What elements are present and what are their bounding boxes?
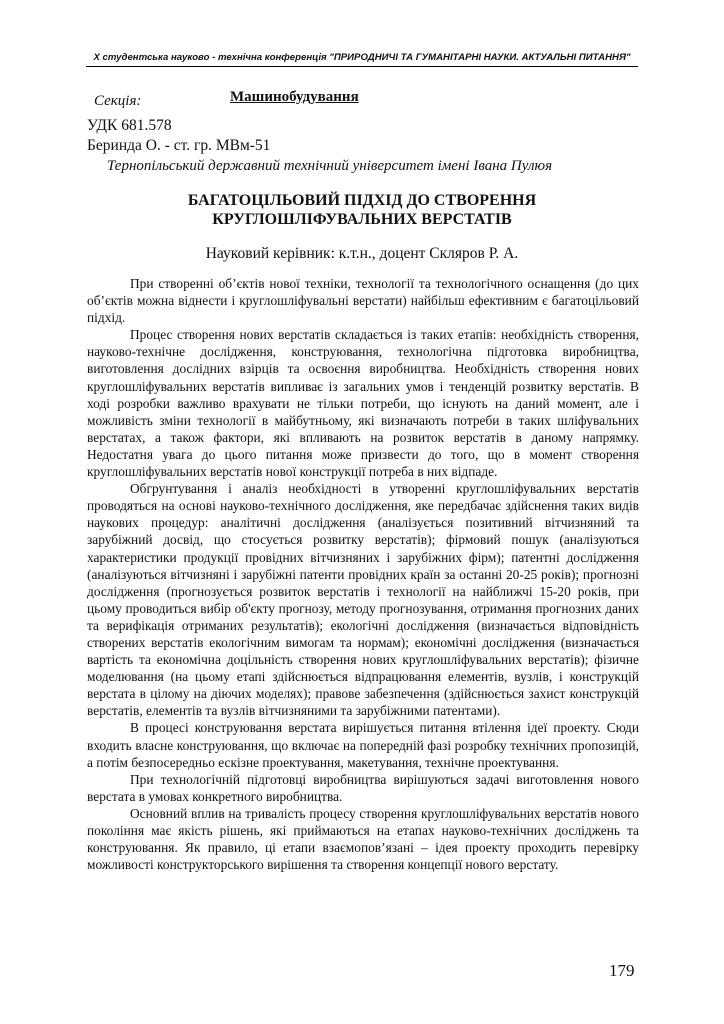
conference-header: X студентська науково - технічна конференція "ПРИРОДНИЧІ ТА ГУМАНІТАРНІ НАУКИ. АКТУАЛЬНІ ПИТАННЯ" — [93, 52, 631, 63]
udk-code: УДК 681.578 — [87, 117, 172, 134]
section-row — [94, 89, 634, 111]
paper-title — [86, 191, 638, 229]
page-number: 179 — [609, 961, 635, 980]
header-rule — [86, 66, 638, 67]
university-line: Тернопільський державний технічний університет імені Івана Пулюя — [107, 158, 553, 174]
paper-body — [87, 275, 639, 873]
section-label: Секція: — [94, 93, 142, 109]
advisor-line: Науковий керівник: к.т.н., доцент Скляров Р. А. — [205, 245, 519, 262]
paragraph: Процес створення нових верстатів складається із таких етапів: необхідність створення, науково-технічне дослідження, конструювання, технологічна підготовка виробництва, виготовлення дослідних взірців та освоєння виробництва. Необхідність створення нових круглошліфувальних верстатів випливає із загальних умов і тенденцій розвитку верстатів. В ході розробки важливо врахувати не тільки потреби, що існують на даний момент, але і можливість зміни технології в майбутньому, які визначають потреби в таких шліфувальних верстатах, а також фактори, які впливають на розвиток верстатів в даному напрямку. Недостатня увага до цього питання може призвести до того, що в момент створення круглошліфувальних верстатів нової конструкції потреба в них відпаде. — [87, 327, 639, 480]
paragraph: При створенні об’єктів нової техніки, технології та технологічного оснащення (до цих об’єктів можна віднести і круглошліфувальні верстати) найбільш ефективним є багатоцільовий підхід. — [87, 276, 639, 326]
author-line: Беринда О. - ст. гр. МВм-51 — [87, 137, 271, 154]
paragraph: В процесі конструювання верстата вирішується питання втілення ідеї проекту. Сюди входить власне конструювання, що включає на попередній фазі розробку технічних пропозицій, а потім безпосередньо ескізне проектування, макетування, технічне проектування. — [87, 720, 639, 770]
paper-title-line-2: КРУГЛОШЛІФУВАЛЬНИХ ВЕРСТАТІВ — [212, 211, 512, 228]
paper-title-line-1: БАГАТОЦІЛЬОВИЙ ПІДХІД ДО СТВОРЕННЯ — [187, 192, 537, 209]
section-value: Машинобудування — [230, 89, 359, 105]
paragraph: Обгрунтування і аналіз необхідності в утворенні круглошліфувальних верстатів проводяться на основі науково-технічного дослідження, яке передбачає здійснення таких видів наукових процедур: аналітичні дослідження (аналізується позитивний вітчизняний та зарубіжний досвід, що стосується розвитку верстатів); фірмовий пошук (аналізуються характеристики продукції провідних вітчизняних і зарубіжних фірм); патентні дослідження (аналізуються вітчизняні і зарубіжні патенти провідних країн за останні 20-25 років); прогнозні дослідження (прогнозується розвиток верстатів і технології на найближчі 15-20 років, при цьому проводиться вибір об'єкту прогнозу, методу прогнозування, отримання прогнозних даних та верифікація отриманих результатів); екологічні дослідження (визначається відповідність створених верстатів екологічним вимогам та нормам); економічні дослідження (визначається вартість та економічна доцільність створення нових круглошліфувальних верстатів); фізичне моделювання (на цьому етапі здійснюється відпрацювання елементів, вузлів, і конструкцій верстата в цілому на діючих моделях); правове забезпечення (здійснюється захист конструкцій верстатів, елементів та вузлів вітчизняними та зарубіжними патентами). — [87, 481, 639, 719]
paragraph: При технологічній підготовці виробництва вирішуються задачі виготовлення нового верстата в умовах конкретного виробництва. — [87, 771, 639, 804]
paragraph: Основний вплив на тривалість процесу створення круглошліфувальних верстатів нового покоління має якість рішень, які приймаються на етапах науково-технічних досліджень та конструювання. Як правило, ці етапи взаємопов’язані – ідея проекту проходить перевірку можливості конструкторського вирішення та створення концепції нового верстату. — [87, 805, 639, 873]
